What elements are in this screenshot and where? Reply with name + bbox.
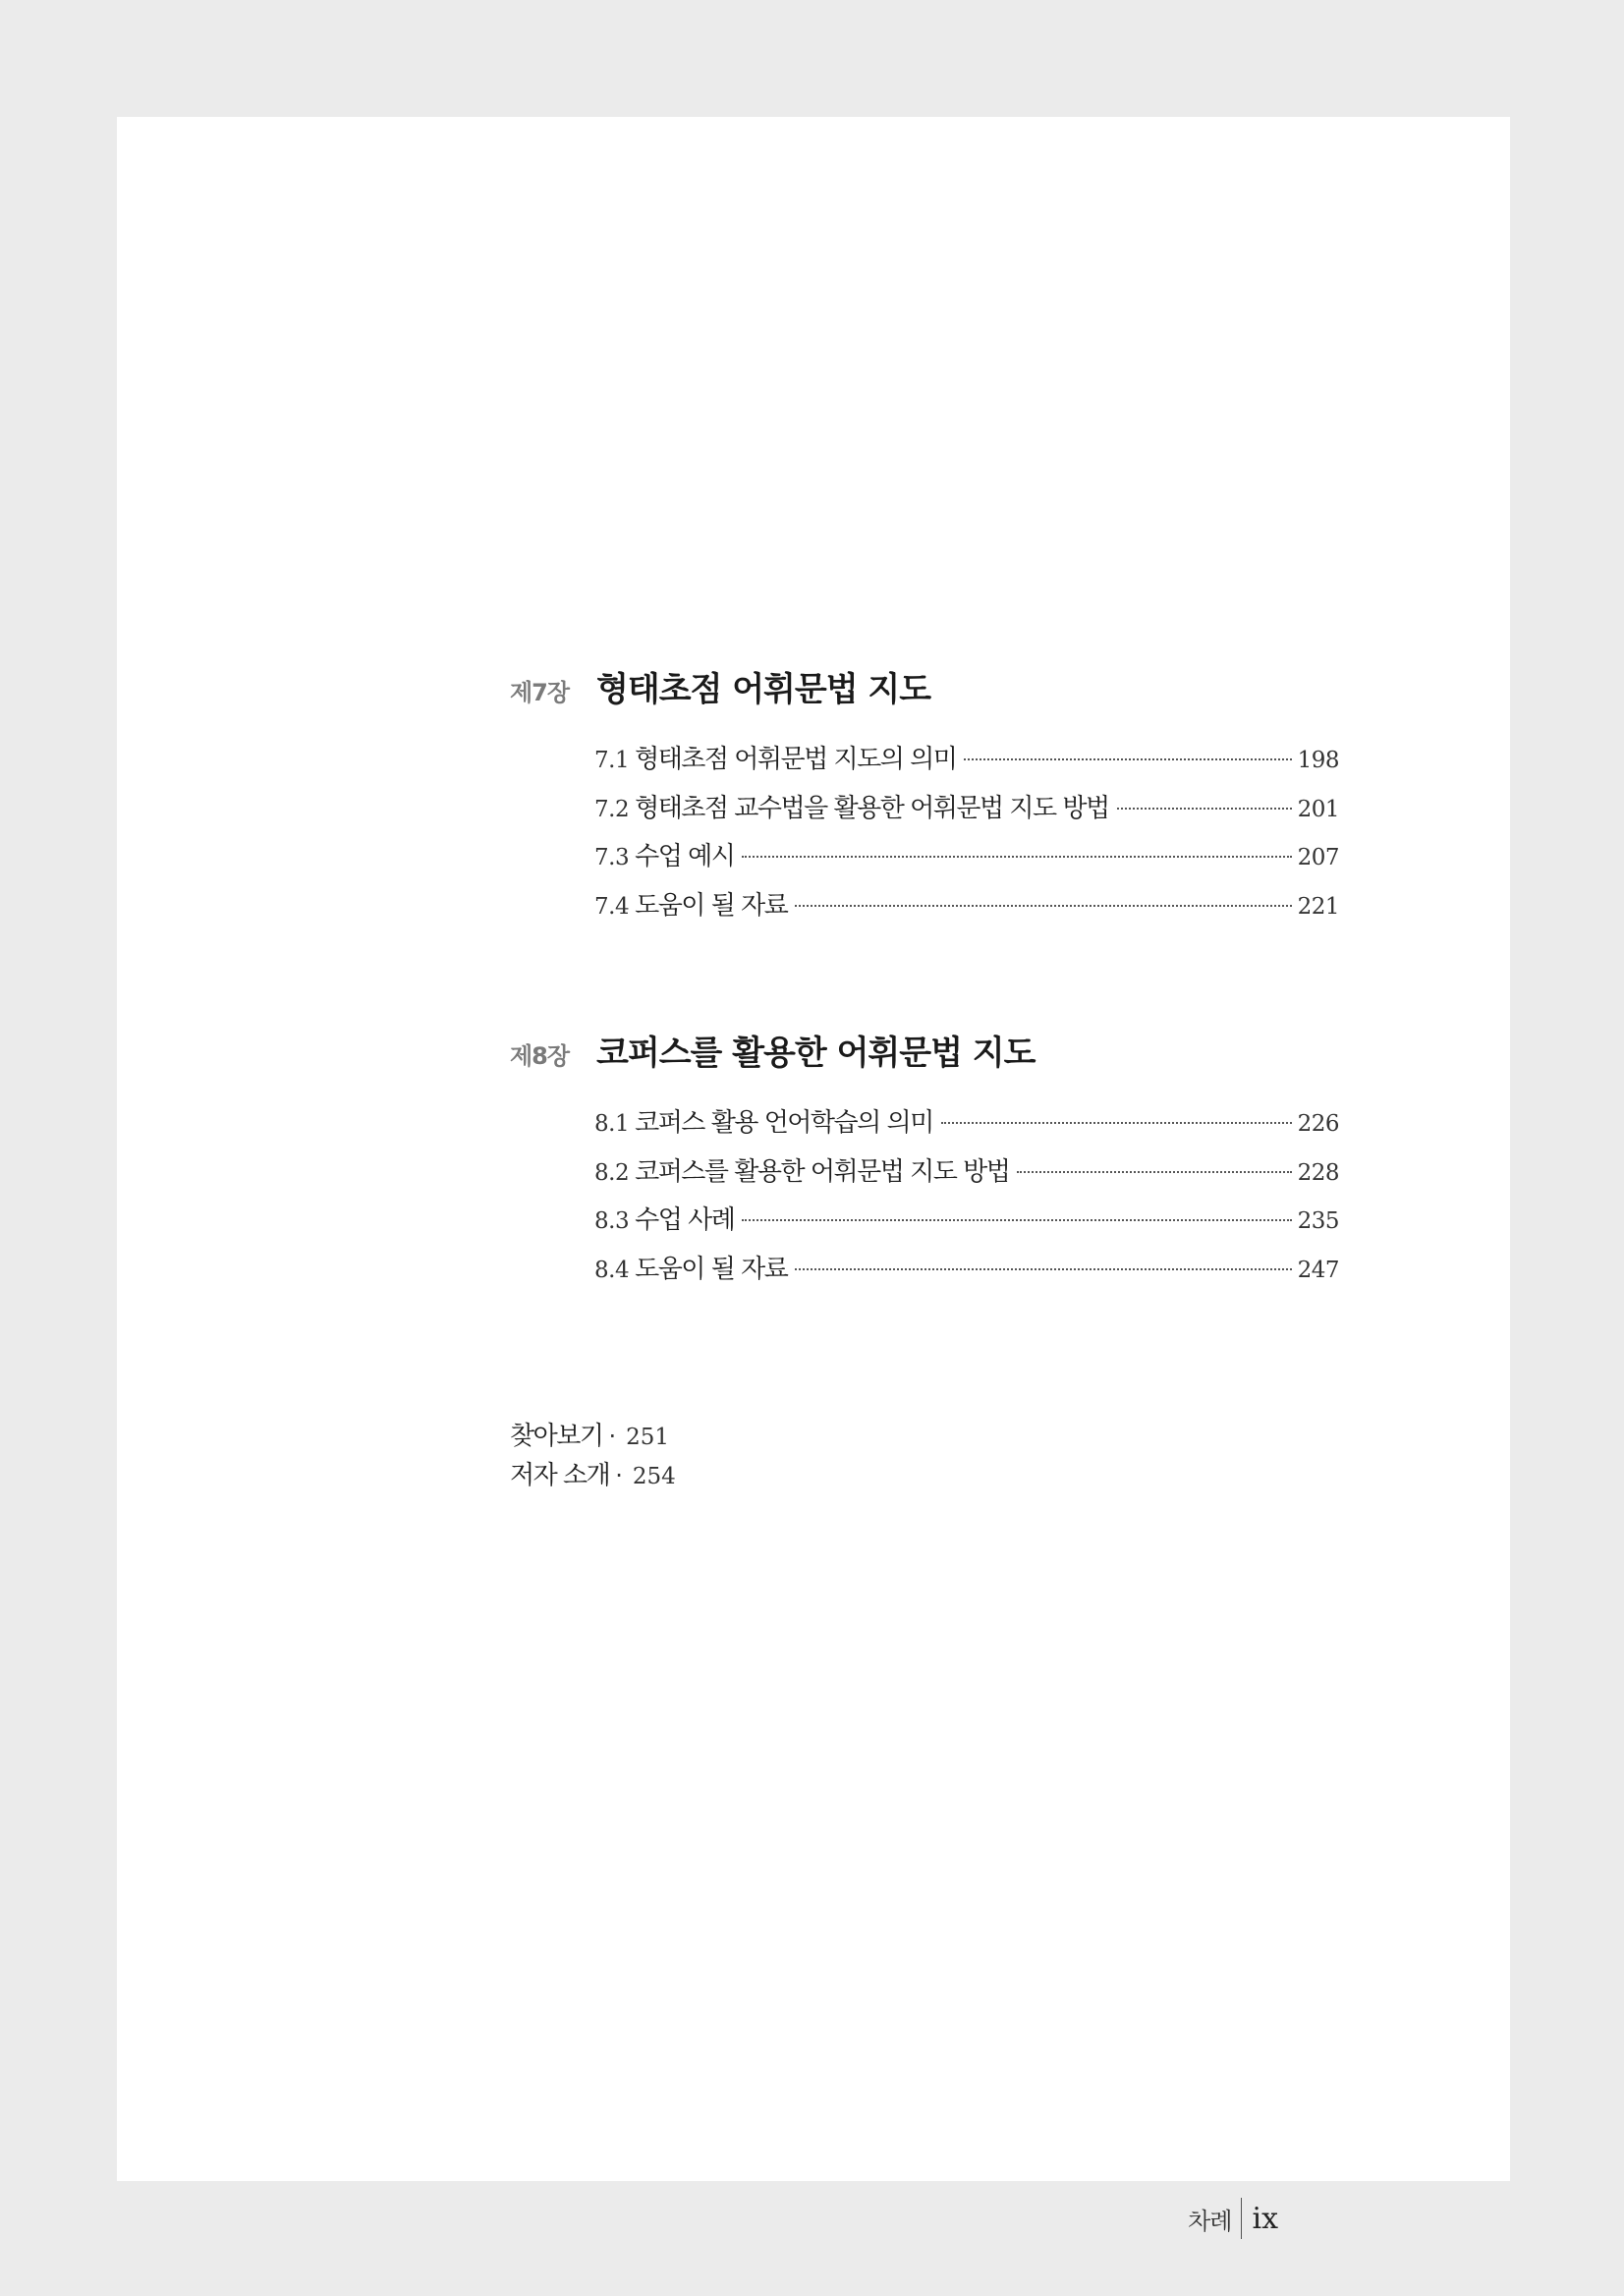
section-number: 7.4 xyxy=(594,893,630,920)
running-footer-label: 차례 xyxy=(1188,2207,1232,2235)
section-number: 7.2 xyxy=(594,796,630,822)
chapter-title: 코퍼스를 활용한 어휘문법 지도 xyxy=(596,1034,1036,1073)
chapter-number: 제7장 xyxy=(510,679,570,706)
page-footer xyxy=(1188,2198,1278,2239)
section-number: 8.3 xyxy=(594,1208,630,1234)
section-page: 226 xyxy=(1297,1111,1339,1137)
dot-leader xyxy=(742,1219,1291,1221)
section-page: 201 xyxy=(1297,796,1339,822)
footer-divider xyxy=(1241,2198,1242,2239)
index-page: 251 xyxy=(626,1425,670,1450)
section-number: 7.3 xyxy=(594,845,630,870)
toc-entry[interactable] xyxy=(594,1151,1339,1201)
separator-dot: · xyxy=(615,1462,623,1489)
chapter-heading xyxy=(510,662,1355,711)
toc-entry[interactable] xyxy=(594,1102,1339,1151)
section-page: 207 xyxy=(1297,845,1339,870)
dot-leader xyxy=(1017,1171,1291,1173)
index-entry[interactable] xyxy=(510,1416,676,1455)
section-title: 코퍼스를 활용한 어휘문법 지도 방법 xyxy=(635,1156,1010,1187)
author-intro-entry[interactable] xyxy=(510,1455,676,1494)
toc-entry[interactable] xyxy=(594,885,1339,934)
dot-leader xyxy=(964,758,1291,760)
section-title: 형태초점 교수법을 활용한 어휘문법 지도 방법 xyxy=(635,793,1109,823)
author-intro-label: 저자 소개 xyxy=(510,1461,610,1490)
section-title: 수업 예시 xyxy=(635,842,735,871)
chapter-8 xyxy=(510,1026,1355,1297)
author-intro-page: 254 xyxy=(632,1464,676,1489)
toc-entry[interactable] xyxy=(594,836,1339,885)
section-title: 도움이 될 자료 xyxy=(635,1254,788,1284)
page-number: ix xyxy=(1252,2201,1278,2236)
section-number: 8.1 xyxy=(594,1111,630,1137)
toc-entry[interactable] xyxy=(594,1200,1339,1249)
document-page xyxy=(117,117,1510,2236)
separator-dot: · xyxy=(608,1423,617,1450)
section-number: 8.4 xyxy=(594,1257,630,1283)
dot-leader xyxy=(795,1268,1291,1270)
section-page: 221 xyxy=(1297,893,1339,920)
section-list xyxy=(510,1102,1355,1297)
section-number: 7.1 xyxy=(594,748,630,773)
section-title: 도움이 될 자료 xyxy=(635,890,788,921)
chapter-heading xyxy=(510,1026,1355,1075)
dot-leader xyxy=(941,1122,1292,1124)
toc-entry[interactable] xyxy=(594,739,1339,788)
index-label: 찾아보기 xyxy=(510,1422,603,1451)
section-number: 8.2 xyxy=(594,1159,630,1186)
section-list xyxy=(510,739,1355,933)
back-matter-list xyxy=(510,1416,676,1494)
dot-leader xyxy=(795,905,1291,907)
section-title: 코퍼스 활용 언어학습의 의미 xyxy=(635,1108,933,1138)
chapter-number: 제8장 xyxy=(510,1042,570,1070)
section-page: 235 xyxy=(1297,1208,1339,1234)
chapter-title: 형태초점 어휘문법 지도 xyxy=(596,670,931,709)
toc-entry[interactable] xyxy=(594,788,1339,837)
section-page: 247 xyxy=(1297,1257,1339,1283)
section-title: 수업 사례 xyxy=(635,1205,735,1235)
chapter-7 xyxy=(510,662,1355,933)
dot-leader xyxy=(742,856,1291,858)
section-title: 형태초점 어휘문법 지도의 의미 xyxy=(635,745,957,774)
dot-leader xyxy=(1117,808,1292,810)
toc-entry[interactable] xyxy=(594,1249,1339,1298)
section-page: 228 xyxy=(1297,1159,1339,1186)
section-page: 198 xyxy=(1297,748,1339,773)
